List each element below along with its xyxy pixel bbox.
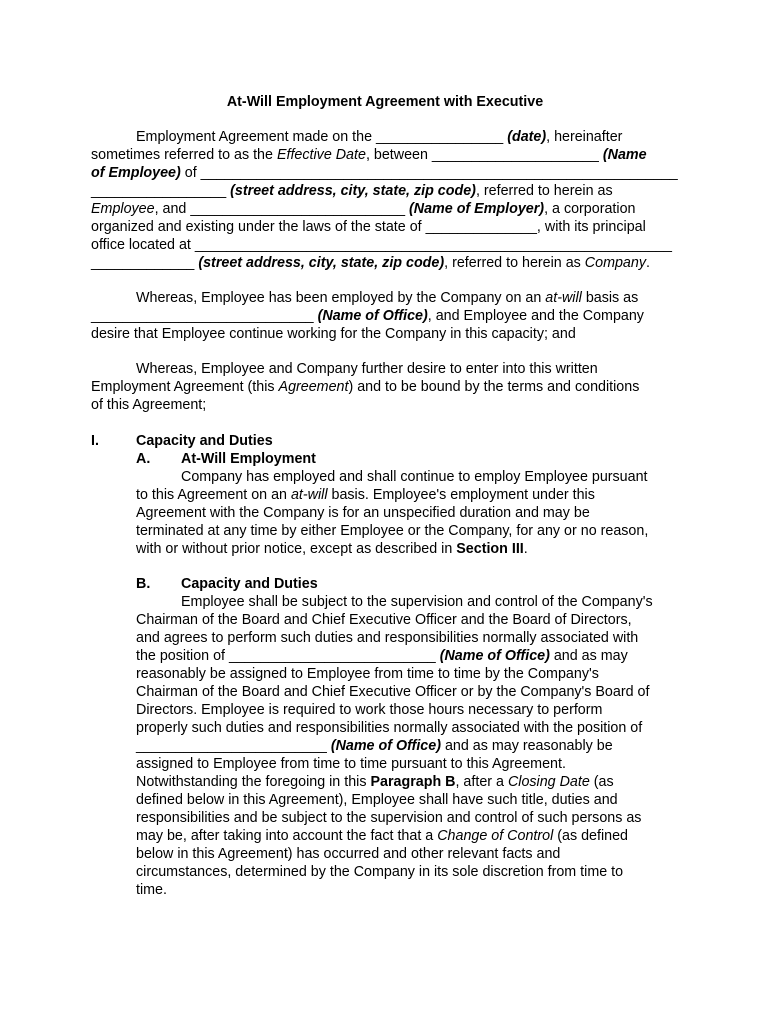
sub-text: may be, after taking into account the fact that a [136, 828, 438, 844]
subsection-heading: Capacity and Duties [181, 576, 318, 592]
subB-line-4 [136, 648, 628, 665]
name-of-employer-label: (Name of Employer) [409, 201, 545, 217]
subB-line-5: reasonably be assigned to Employee from time to time by the Company's [136, 666, 599, 682]
intro-line-8 [91, 255, 650, 272]
whereas-text: ) and to be bound by the terms and conditions [348, 379, 640, 395]
intro-text: . [646, 255, 650, 271]
subB-line-14 [136, 828, 628, 845]
section-iii-reference: Section III [456, 541, 524, 557]
subB-line-2: Chairman of the Board and Chief Executive Officer and the Board of Directors, [136, 612, 632, 628]
subB-line-17: time. [136, 882, 167, 898]
sub-text: . [523, 541, 528, 557]
subA-line-5 [136, 541, 528, 558]
whereas1-line-2 [91, 308, 644, 325]
whereas-text: ____________________________ [91, 308, 318, 324]
intro-text: Employment Agreement made on the ________________ [136, 129, 508, 145]
subsection-heading: At-Will Employment [181, 451, 316, 467]
name-of-employee-label: of Employee) [91, 165, 181, 181]
sub-text: and as may reasonably be [440, 738, 613, 754]
subB-line-16: circumstances, determined by the Company in its sole discretion from time to [136, 864, 624, 880]
whereas-text: Employment Agreement (this [91, 379, 279, 395]
agreement-term: Agreement [278, 379, 349, 395]
intro-text: _________________ [91, 183, 231, 199]
intro-line-4 [91, 183, 613, 200]
name-of-office-label: (Name of Office) [330, 738, 441, 754]
whereas-text: basis as [581, 290, 639, 306]
subB-line-13: responsibilities and be subject to the supervision and control of such persons as [136, 810, 642, 826]
at-will-term: at-will [545, 290, 582, 306]
whereas-text: , and Employee and the Company [427, 308, 644, 324]
subB-line-7: Directors. Employee is required to work those hours necessary to perform [136, 702, 603, 718]
whereas2-line-3: of this Agreement; [91, 397, 207, 413]
document-title: At-Will Employment Agreement with Executive [226, 94, 544, 110]
intro-text: , between _____________________ [365, 147, 603, 163]
name-of-office-label: (Name of Office) [317, 308, 428, 324]
sub-text: the position of __________________________ [136, 648, 440, 664]
whereas1-line-1 [136, 290, 638, 307]
subB-line-12: defined below in this Agreement), Employee shall have such title, duties and [136, 792, 618, 808]
sub-text: ________________________ [136, 738, 331, 754]
intro-text: of ____________________________________________________________ [180, 165, 678, 181]
section-number: I. [91, 433, 99, 449]
intro-line-5 [91, 201, 635, 218]
subB-line-6: Chairman of the Board and Chief Executive Officer or by the Company's Board of [136, 684, 650, 700]
subA-line-4: terminated at any time by either Employee or the Company, for any or no reason, [136, 523, 649, 539]
subA-line-3: Agreement with the Company is for an unspecified duration and may be [136, 505, 590, 521]
intro-line-1 [136, 129, 622, 146]
name-of-employee-label: (Name [602, 147, 647, 163]
employee-term: Employee [91, 201, 155, 217]
whereas2-line-2 [91, 379, 639, 396]
address-label: (street address, city, state, zip code) [198, 255, 445, 271]
intro-text: , a corporation [544, 201, 636, 217]
subB-line-3: and agrees to perform such duties and responsibilities normally associated with [136, 630, 639, 646]
closing-date-term: Closing Date [507, 774, 590, 790]
subB-line-1: Employee shall be subject to the supervision and control of the Company's [181, 594, 653, 610]
whereas1-line-3: desire that Employee continue working for the Company in this capacity; and [91, 326, 576, 342]
sub-text: and as may [549, 648, 628, 664]
sub-text: Notwithstanding the foregoing in this [136, 774, 371, 790]
sub-text: basis. Employee's employment under this [327, 487, 595, 503]
change-of-control-term: Change of Control [437, 828, 554, 844]
whereas2-line-1: Whereas, Employee and Company further desire to enter into this written [136, 361, 598, 377]
company-term: Company [584, 255, 646, 271]
intro-text: sometimes referred to as the [91, 147, 277, 163]
section-heading: Capacity and Duties [136, 433, 273, 449]
intro-text: , and ___________________________ [154, 201, 410, 217]
paragraph-b-reference: Paragraph B [370, 774, 456, 790]
name-of-office-label: (Name of Office) [439, 648, 550, 664]
intro-line-6: organized and existing under the laws of the state of ______________, with its principal [91, 219, 646, 235]
date-label: (date) [507, 129, 547, 145]
subA-line-2 [136, 487, 595, 504]
intro-line-7: office located at ____________________________________________________________ [91, 237, 672, 253]
subB-line-10: assigned to Employee from time to time pursuant to this Agreement. [136, 756, 566, 772]
subB-line-11 [136, 774, 614, 791]
sub-text: , after a [455, 774, 508, 790]
intro-line-3 [91, 165, 678, 182]
intro-text: _____________ [91, 255, 199, 271]
subB-line-9 [136, 738, 613, 755]
effective-date-term: Effective Date [276, 147, 366, 163]
subsection-letter: B. [136, 576, 151, 592]
intro-line-2 [91, 147, 647, 164]
subsection-letter: A. [136, 451, 151, 467]
intro-text: , hereinafter [546, 129, 623, 145]
sub-text: with or without prior notice, except as described in [136, 541, 457, 557]
intro-text: , referred to herein as [475, 183, 613, 199]
at-will-term: at-will [290, 487, 328, 503]
subA-line-1: Company has employed and shall continue to employ Employee pursuant [181, 469, 648, 485]
address-label: (street address, city, state, zip code) [230, 183, 476, 199]
sub-text: to this Agreement on an [136, 487, 291, 503]
sub-text: (as [589, 774, 614, 790]
sub-text: (as defined [553, 828, 628, 844]
subB-line-15: below in this Agreement) has occurred and other relevant facts and [136, 846, 561, 862]
intro-text: , referred to herein as [444, 255, 585, 271]
whereas-text: Whereas, Employee has been employed by the Company on an [136, 290, 546, 306]
subB-line-8: properly such duties and responsibilities normally associated with the position of [136, 720, 643, 736]
